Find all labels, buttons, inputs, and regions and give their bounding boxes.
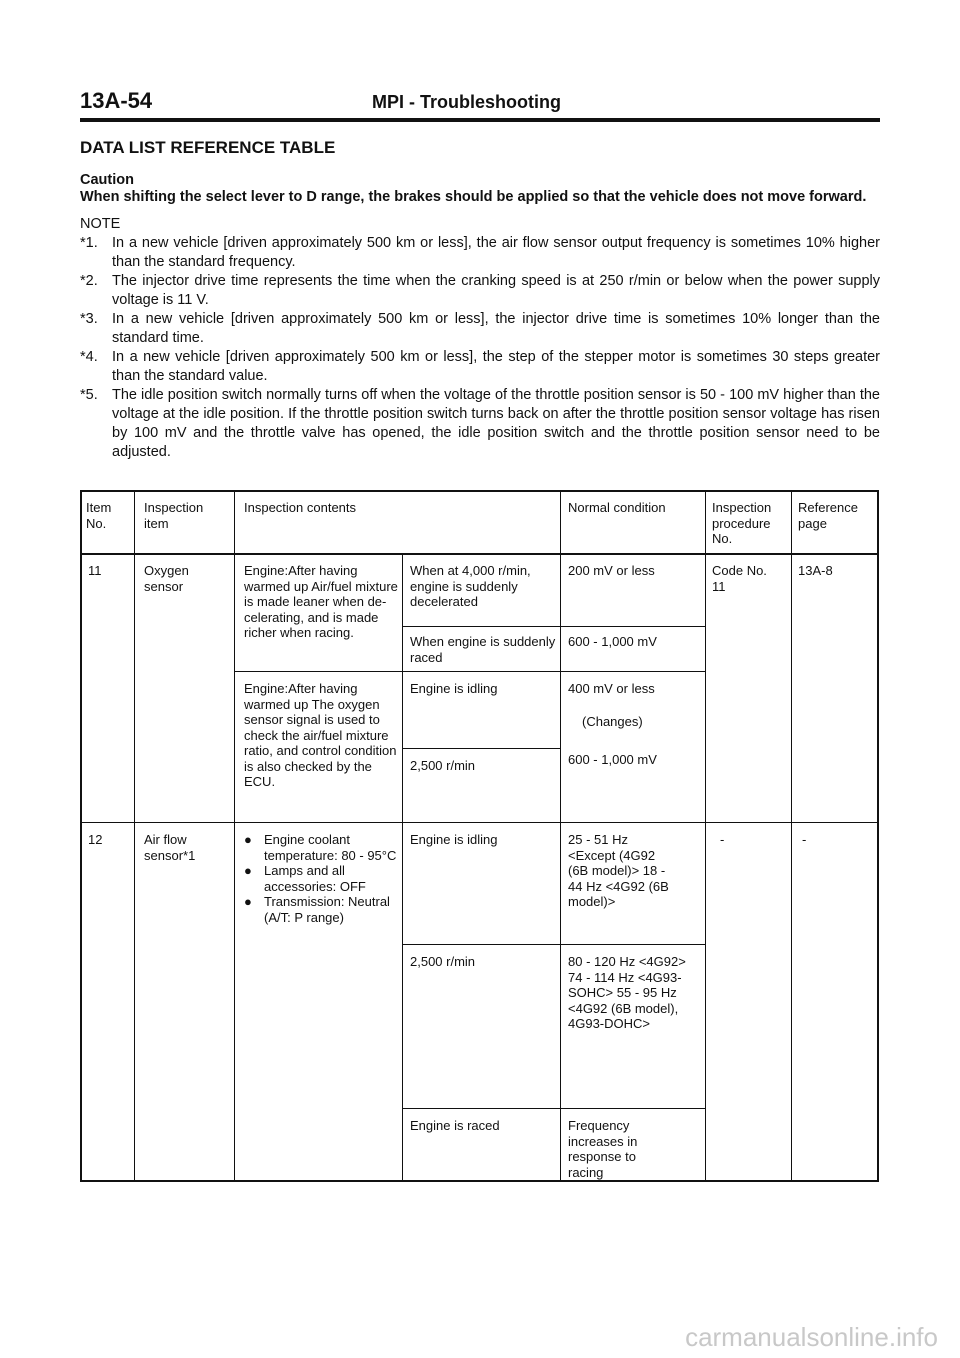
note-item (80, 234, 880, 272)
cell-divider (234, 671, 705, 672)
row11-normal-b-changes: (Changes) (582, 714, 643, 729)
note-list (80, 234, 880, 462)
caution-label: Caution (80, 172, 134, 188)
note-marker: *3. (80, 311, 98, 327)
row12-reference: - (802, 832, 807, 847)
header-normal-condition: Normal condition (568, 500, 666, 515)
note-marker: *4. (80, 349, 98, 365)
row11-sub-a2: When engine is suddenly raced (410, 634, 556, 665)
bullet-icon: ● (244, 863, 252, 878)
table-border-left (80, 490, 82, 1182)
row11-inspection-item: Oxygen sensor (144, 563, 189, 594)
row11-normal-b2: 600 - 1,000 mV (568, 752, 657, 767)
note-item (80, 310, 880, 348)
row12-procedure: - (720, 832, 725, 847)
table-border-bottom (80, 1180, 879, 1182)
note-text: In a new vehicle [driven approximately 500 km or less], the injector drive time is sometimes 10% longer than the standard time. (112, 311, 880, 346)
row11-normal-a2: 600 - 1,000 mV (568, 634, 657, 649)
note-marker: *1. (80, 235, 98, 251)
row12-normal-1: 25 - 51 Hz <Except (4G92 (6B model)> 18 - 44 Hz <4G92 (6B model)> (568, 832, 669, 909)
note-marker: *2. (80, 273, 98, 289)
row12-condition: ● Transmission: Neutral (A/T: P range) (244, 894, 390, 925)
row12-sub-2: 2,500 r/min (410, 954, 476, 969)
row12-sub-3: Engine is raced (410, 1118, 500, 1133)
row-divider (80, 822, 879, 823)
header-inspection-item: Inspection item (144, 500, 204, 531)
column-divider (402, 553, 403, 1182)
row11-sub-a1: When at 4,000 r/min, engine is suddenly decelerated (410, 563, 531, 609)
row11-procedure: Code No. 11 (712, 563, 767, 594)
document-title: DATA LIST REFERENCE TABLE (80, 138, 336, 157)
note-marker: *5. (80, 387, 98, 403)
row11-normal-b1: 400 mV or less (568, 681, 655, 696)
row12-condition: ● Engine coolant temperature: 80 - 95°C (244, 832, 397, 863)
column-divider (791, 490, 792, 1182)
note-text: The injector drive time represents the time when the cranking speed is at 250 r/min or below when the power supply voltage is 11 V. (112, 273, 880, 308)
header-inspection-contents: Inspection contents (244, 500, 357, 515)
intro-content (80, 138, 880, 462)
row12-inspection-item: Air flow sensor*1 (144, 832, 196, 863)
header-inspection-procedure: Inspection procedure No. (712, 500, 772, 546)
table-border-top (80, 490, 879, 492)
page-header (80, 88, 880, 122)
row11-item-no: 11 (88, 563, 102, 578)
note-text: In a new vehicle [driven approximately 500 km or less], the air flow sensor output frequency is sometimes 10% higher than the standard frequency. (112, 235, 880, 270)
row11-condition-a: Engine:After having warmed up Air/fuel mixture is made leaner when de- celerating, and is made richer when racing. (244, 563, 398, 640)
bullet-icon: ● (244, 832, 252, 847)
cell-divider (402, 944, 705, 945)
note-text: The idle position switch normally turns off when the voltage of the throttle position sensor is 50 - 100 mV higher than the voltage at the idle position. If the throttle position switch turns back on after the throttle position sensor voltage has risen by 100 mV and the throttle valve has opened, the idle position switch and the throttle position sensor need to be adjusted. (112, 387, 880, 460)
row12-conditions (244, 832, 398, 925)
table-border-right (877, 490, 879, 1182)
header-divider (80, 553, 879, 555)
row11-normal-a1: 200 mV or less (568, 563, 655, 578)
column-divider (234, 490, 235, 1182)
caution-text: When shifting the select lever to D range, the brakes should be applied so that the vehicle does not move forward. (80, 189, 867, 205)
row12-condition: ● Lamps and all accessories: OFF (244, 863, 366, 894)
cell-divider (402, 626, 705, 627)
page-number: 13A-54 (80, 88, 153, 113)
data-list-table (80, 490, 879, 1182)
row11-condition-b: Engine:After having warmed up The oxygen sensor signal is used to check the air/fuel mixture ratio, and control condition is also checked by the ECU. (244, 681, 397, 789)
bullet-icon: ● (244, 894, 252, 909)
row11-sub-b1: Engine is idling (410, 681, 498, 696)
note-text: In a new vehicle [driven approximately 500 km or less], the step of the stepper motor is sometimes 30 steps greater than the standard value. (112, 349, 880, 384)
row12-item-no: 12 (88, 832, 103, 847)
row11-sub-b2: 2,500 r/min (410, 758, 476, 773)
row12-normal-2: 80 - 120 Hz <4G92> 74 - 114 Hz <4G93-SOHC> 55 - 95 Hz <4G92 (6B model), 4G93-DOHC> (568, 954, 686, 1031)
row11-reference: 13A-8 (798, 563, 833, 578)
column-divider (560, 490, 561, 1182)
header-reference-page: Reference page (798, 500, 858, 531)
section-title: MPI - Troubleshooting (372, 92, 561, 112)
row12-normal-3: Frequency increases in response to racing (568, 1118, 638, 1180)
note-label: NOTE (80, 216, 121, 232)
column-divider (134, 490, 135, 1182)
column-divider (705, 490, 706, 1182)
note-item (80, 272, 880, 310)
watermark: carmanualsonline.info (685, 1322, 938, 1352)
cell-divider (402, 1108, 705, 1109)
note-item (80, 348, 880, 386)
row12-sub-1: Engine is idling (410, 832, 498, 847)
header-item-no: Item No. (86, 500, 112, 531)
cell-divider (402, 748, 561, 749)
note-item (80, 386, 880, 462)
